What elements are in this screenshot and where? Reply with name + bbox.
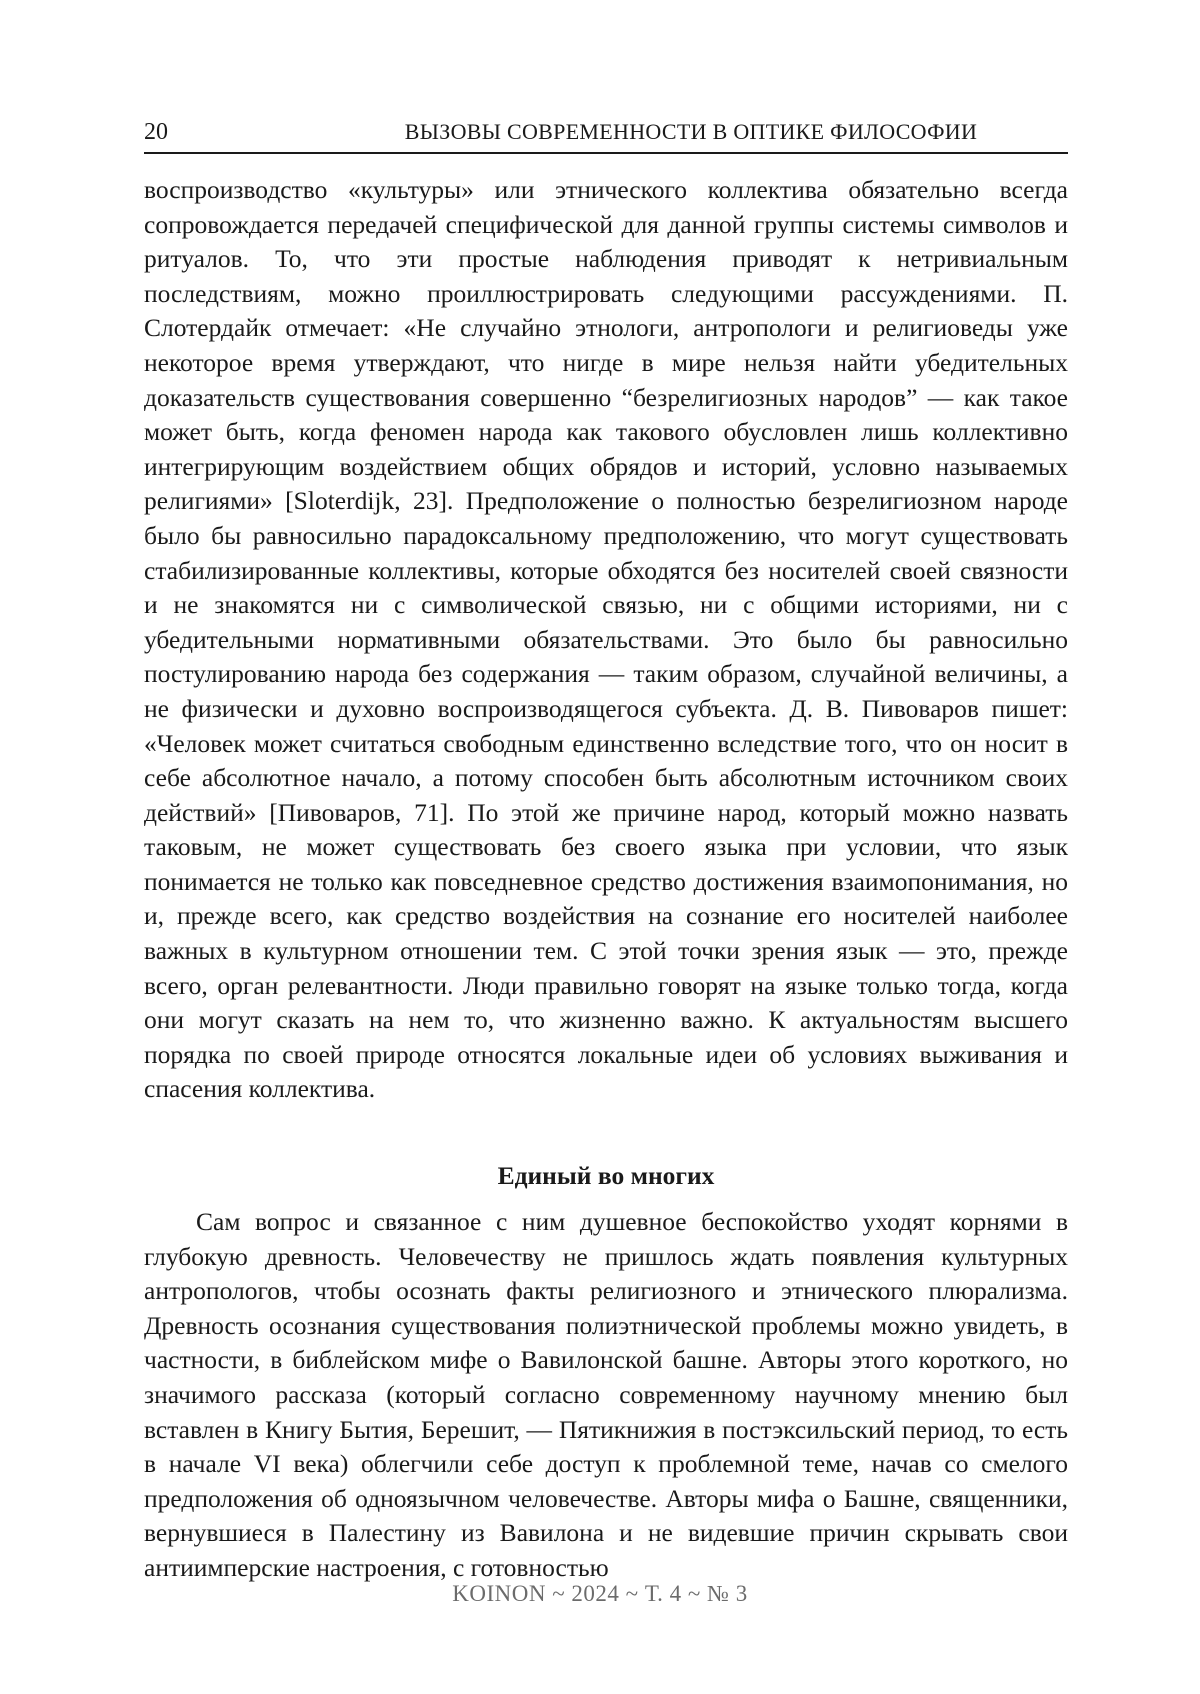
page-header [144,112,1068,154]
running-title: ВЫЗОВЫ СОВРЕМЕННОСТИ В ОПТИКЕ ФИЛОСОФИИ [404,119,978,144]
article-body [144,173,1068,1586]
body-paragraph-2: Сам вопрос и связанное с ним душевное беспокойство уходят корнями в глубокую древность. Человечеству не пришлось ждать появления культурных антропологов, чтобы осознать факты религиозного и этнического плюрализма. Древность осознания существования полиэтнической проблемы можно увидеть, в частности, в библейском мифе о Вавилонской башне. Авторы этого короткого, но значимого рассказа (который согласно современному научному мнению был вставлен в Книгу Бытия, Берешит, — Пятикнижия в постэксильский период, то есть в начале VI века) облегчили себе доступ к проблемной теме, начав со смелого предположения об одноязычном человечестве. Авторы мифа о Башне, священники, вернувшиеся в Палестину из Вавилона и не видевшие причин скрывать свои антиимперские настроения, с готовностью [144,1207,1068,1582]
section-heading: Единый во многих [497,1161,715,1191]
body-paragraph-1: воспроизводство «культуры» или этнического коллектива обязательно всегда сопровождается передачей специфической для данной группы системы символов и ритуалов. То, что эти простые наблюдения приводят к нетривиальным последствиям, можно проиллюстрировать следующими рассуждениями. П. Слотердайк отмечает: «Не случайно этнологи, антропологи и религиоведы уже некоторое время утверждают, что нигде в мире нельзя найти убедительных доказательств существования совершенно “безрелигиозных народов” — как такое может быть, когда феномен народа как такового обусловлен лишь коллективно интегрирующим воздействием общих обрядов и историй, условно называемых религиями» [Sloterdijk, 23]. Предположение о полностью безрелигиозном народе было бы равносильно парадоксальному предположению, что могут существовать стабилизированные коллективы, которые обходятся без носителей своей связности и не знакомятся ни с символической связью, ни с общими историями, ни с убедительными нормативными обязательствами. Это было бы равносильно постулированию народа без содержания — таким образом, случайной величины, а не физически и духовно воспроизводящегося субъекта. Д. В. Пивоваров пишет: «Человек может считаться свободным единственно вследствие того, что он носит в себе абсолютное начало, а потому способен быть абсолютным источником своих действий» [Пивоваров, 71]. По этой же причине народ, который можно назвать таковым, не может существовать без своего языка при условии, что язык понимается не только как повседневное средство достижения взаимопонимания, но и, прежде всего, как средство воздействия на сознание его носителей наиболее важных в культурном отношении тем. С этой точки зрения язык — это, прежде всего, орган релевантности. Люди правильно говорят на языке только тогда, когда они могут сказать на нем то, что жизненно важно. К актуальностям высшего порядка по своей природе относятся локальные идеи об условиях выживания и спасения коллектива. [144,175,1068,1104]
journal-footer: KOINON ~ 2024 ~ Т. 4 ~ № 3 [452,1581,748,1606]
page-number: 20 [144,119,168,145]
